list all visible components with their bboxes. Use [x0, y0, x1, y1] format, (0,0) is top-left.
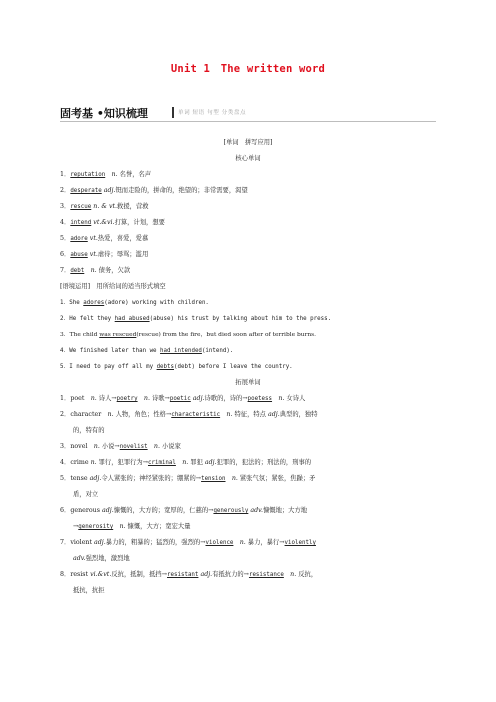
- core-word-item: 7．debt n. 债务，欠款: [60, 267, 131, 274]
- extended-word-continuation: 盾，对立: [73, 491, 99, 498]
- core-word-item: 2．desperate adj.铤而走险的，拼命的，绝望的；非常需要，渴望: [60, 187, 248, 194]
- extended-word-item: 3．novel n. 小说→novelist n. 小说家: [60, 443, 181, 450]
- fill-blank-sentence: 3．The child was rescued(rescue) from the fire，but died soon after of terrible burns.: [60, 332, 317, 338]
- extended-word-item: 2．character n. 人物，角色；性格→characteristic n. 特征，特点 adj.典型的，独特: [60, 411, 318, 418]
- extended-word-continuation: →generosity n. 慷慨，大方；宽宏大量: [73, 523, 191, 530]
- fill-blank-sentence: 1．She adores(adore) working with children.: [60, 300, 209, 306]
- extended-word-item: 7．violent adj.暴力的，粗暴的；猛烈的，强烈的→violence n. 暴力，暴行→violently: [60, 539, 316, 546]
- extended-word-item: 4．crime n. 罪行，犯罪行为→criminal n. 罪犯 adj.犯罪的，犯法的；刑法的，刑事的: [60, 459, 312, 466]
- core-word-item: 6．abuse vt.虐待；辱骂；滥用: [60, 251, 149, 258]
- extended-word-continuation: adv.强烈地，激烈地: [73, 555, 130, 562]
- banner-title: 固考基 •知识梳理: [60, 107, 148, 120]
- extended-word-continuation: 抵抗，抗拒: [73, 587, 105, 594]
- extended-word-item: 5．tense adj.令人紧张的；神经紧张的；绷紧的→tension n. 紧张气氛；紧张，焦躁；矛: [60, 475, 316, 482]
- fill-blank-sentence: 2．He felt they had abused(abuse) his trust by talking about him to the press.: [60, 316, 332, 322]
- banner-divider: [172, 107, 174, 118]
- extended-word-item: 1．poet n. 诗人→poetry n. 诗歌→poetic adj.诗歌的，诗的→poetess n. 女诗人: [60, 395, 306, 402]
- core-word-item: 5．adore vt.热爱，喜爱，爱慕: [60, 235, 149, 242]
- extended-word-continuation: 的，特有的: [73, 427, 105, 434]
- context-usage-header: [语境运用] 用所给词的适当形式填空: [60, 283, 166, 290]
- extended-words-heading: 拓展单词: [235, 379, 261, 386]
- extended-word-item: 8．resist vi.&vt.反抗，抵制，抵挡→resistant adj.有抵抗力的→resistance n. 反抗，: [60, 571, 318, 578]
- extended-word-item: 6．generous adj.慷慨的，大方的；宽厚的，仁慈的→generously adv.慷慨地；大方地: [60, 507, 308, 514]
- unit-title: Unit 1 The written word: [170, 63, 326, 75]
- banner-subtitle: 单词 短语 句型 分类盘点: [178, 110, 247, 116]
- core-word-item: 1．reputation n. 名誉，名声: [60, 171, 152, 178]
- section-banner: [60, 103, 436, 122]
- core-word-item: 3．rescue n. & vt.救援，营救: [60, 203, 149, 210]
- fill-blank-sentence: 5．I need to pay off all my debts(debt) before I leave the country.: [60, 364, 293, 370]
- core-word-item: 4．intend vt.&vi.打算，计划，想要: [60, 219, 165, 226]
- core-words-heading: 核心单词: [235, 155, 261, 162]
- fill-blank-sentence: 4．We finished later than we had intended(intend).: [60, 348, 234, 354]
- section-header-word-spelling: [单词 拼写应用]: [223, 139, 273, 146]
